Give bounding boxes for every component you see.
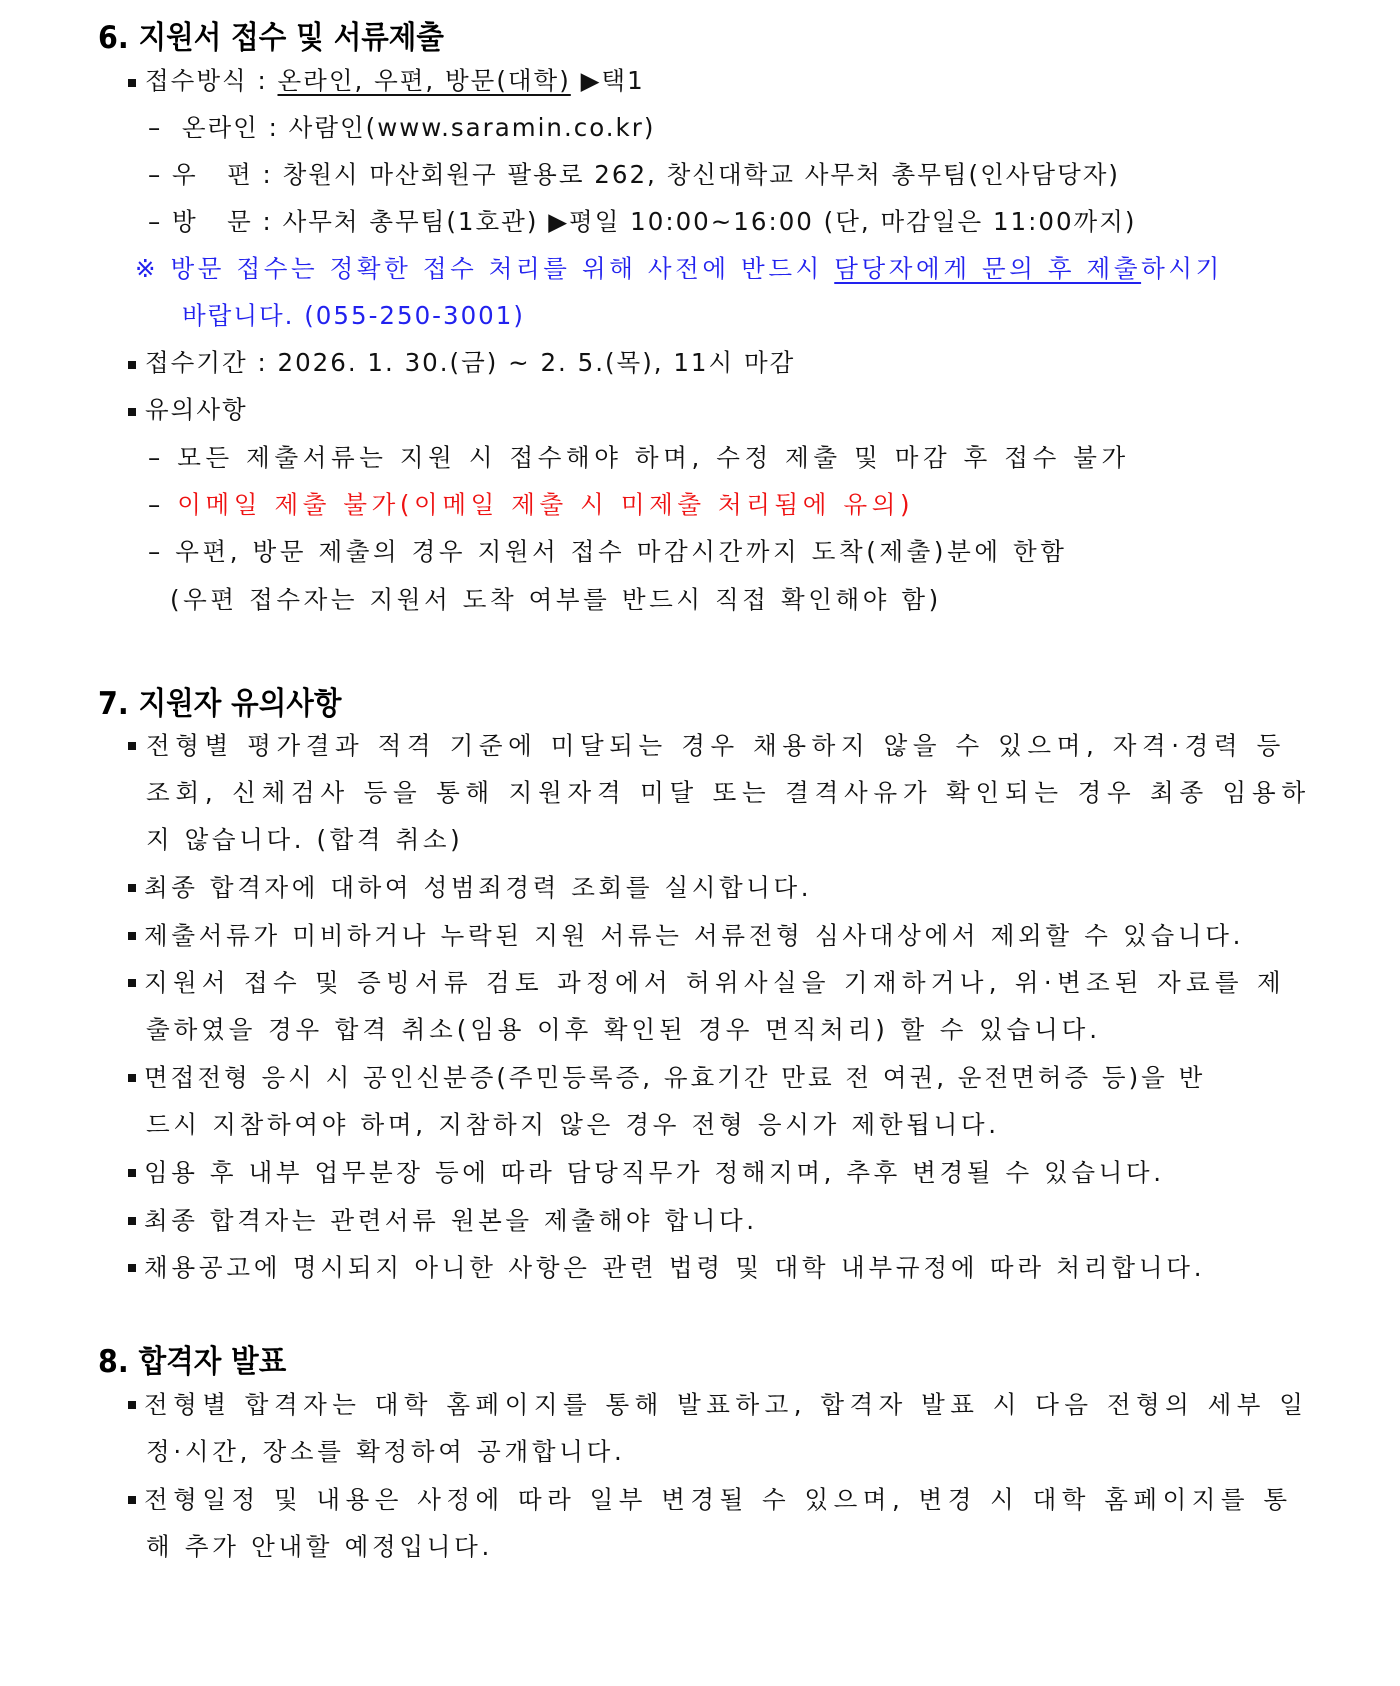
caution-text: 우편, 방문 제출의 경우 지원서 접수 마감시간까지 도착(제출)분에 한함 xyxy=(175,537,1068,566)
caution-item: – 우편, 방문 제출의 경우 지원서 접수 마감시간까지 도착(제출)분에 한함 xyxy=(148,537,1068,566)
notice-line: 지 않습니다. (합격 취소) xyxy=(146,825,464,854)
mail-value: 창원시 마산회원구 팔용로 262, 창신대학교 사무처 총무팀(인사담당자) xyxy=(282,160,1120,189)
visit-note xyxy=(135,254,1223,284)
notice-line: 제출서류가 미비하거나 누락된 지원 서류는 서류전형 심사대상에서 제외할 수 있습니다. xyxy=(144,921,1245,950)
notice-line: 임용 후 내부 업무분장 등에 따라 담당직무가 정해지며, 추후 변경될 수 있습니다. xyxy=(144,1158,1165,1187)
method-label: 접수방식 : xyxy=(145,66,278,95)
note-text-after: 하시기 xyxy=(1141,254,1223,283)
dash-icon: – xyxy=(148,113,163,142)
caution-text: 모든 제출서류는 지원 시 접수해야 하며, 수정 제출 및 마감 후 접수 불가 xyxy=(177,443,1130,472)
bullet-icon xyxy=(128,884,136,892)
period-label: 접수기간 : xyxy=(145,348,278,377)
notice-line: 최종 합격자에 대하여 성범죄경력 조회를 실시합니다. xyxy=(144,873,813,902)
note-text-before: 방문 접수는 정확한 접수 처리를 위해 사전에 반드시 xyxy=(170,254,835,283)
bullet-icon xyxy=(128,408,136,416)
notice-line: 전형일정 및 내용은 사정에 따라 일부 변경될 수 있으며, 변경 시 대학 홈페이지를 통 xyxy=(144,1485,1293,1514)
dash-icon: – xyxy=(148,207,163,236)
notice-line: 최종 합격자는 관련서류 원본을 제출해야 합니다. xyxy=(144,1206,758,1235)
bullet-icon xyxy=(128,1169,136,1177)
period-value: 2026. 1. 30.(금) ~ 2. 5.(목), 11시 마감 xyxy=(277,348,796,377)
method-suffix: ▶택1 xyxy=(570,66,645,95)
method-row xyxy=(145,66,645,96)
online-value: 사람인(www.saramin.co.kr) xyxy=(288,113,656,142)
bullet-icon xyxy=(128,979,136,987)
bullet-icon xyxy=(128,1496,136,1504)
bullet-icon xyxy=(128,79,136,87)
method-mail-row xyxy=(148,160,1120,190)
period-row xyxy=(145,348,795,378)
visit-label: 방 문 : xyxy=(172,207,283,236)
caution-item: – 모든 제출서류는 지원 시 접수해야 하며, 수정 제출 및 마감 후 접수 불가 xyxy=(148,443,1130,472)
section-7-heading: 7. 지원자 유의사항 xyxy=(98,686,342,722)
bullet-icon xyxy=(128,742,136,750)
dash-icon: – xyxy=(148,160,163,189)
cautions-label: 유의사항 xyxy=(145,395,248,424)
caution-item-red: – 이메일 제출 불가(이메일 제출 시 미제출 처리됨에 유의) xyxy=(148,490,915,519)
method-visit-row xyxy=(148,207,1136,237)
bullet-icon xyxy=(128,1217,136,1225)
notice-line: 지원서 접수 및 증빙서류 검토 과정에서 허위사실을 기재하거나, 위·변조된 자료를 제 xyxy=(144,968,1286,997)
section-6-heading: 6. 지원서 접수 및 서류제출 xyxy=(98,20,444,56)
online-label: 온라인 : xyxy=(181,113,289,142)
caution-continuation: (우편 접수자는 지원서 도착 여부를 반드시 직접 확인해야 함) xyxy=(170,585,942,614)
notice-line: 면접전형 응시 시 공인신분증(주민등록증, 유효기간 만료 전 여권, 운전면허증 등)을 반 xyxy=(144,1063,1206,1092)
notice-line: 드시 지참하여야 하며, 지참하지 않은 경우 전형 응시가 제한됩니다. xyxy=(146,1110,1000,1139)
notice-line: 전형별 합격자는 대학 홈페이지를 통해 발표하고, 합격자 발표 시 다음 전형의 세부 일 xyxy=(144,1390,1309,1419)
notice-line: 출하였을 경우 합격 취소(임용 이후 확인된 경우 면직처리) 할 수 있습니다. xyxy=(146,1015,1101,1044)
bullet-icon xyxy=(128,361,136,369)
note-text-underlined: 담당자에게 문의 후 제출 xyxy=(834,254,1142,283)
section-8-heading: 8. 합격자 발표 xyxy=(98,1344,287,1380)
mail-label: 우 편 : xyxy=(172,160,283,189)
notice-line: 전형별 평가결과 적격 기준에 미달되는 경우 채용하지 않을 수 있으며, 자격·경력 등 xyxy=(146,731,1286,760)
notice-line: 정·시간, 장소를 확정하여 공개합니다. xyxy=(146,1437,626,1466)
cautions-row xyxy=(145,395,248,425)
bullet-icon xyxy=(128,1264,136,1272)
visit-value: 사무처 총무팀(1호관) ▶평일 10:00~16:00 (단, 마감일은 11:00까지) xyxy=(282,207,1137,236)
bullet-icon xyxy=(128,932,136,940)
notice-line: 해 추가 안내할 예정입니다. xyxy=(146,1532,493,1561)
bullet-icon xyxy=(128,1074,136,1082)
note-mark-icon: ※ xyxy=(135,254,160,283)
method-value: 온라인, 우편, 방문(대학) xyxy=(277,66,571,95)
notice-line: 조회, 신체검사 등을 통해 지원자격 미달 또는 결격사유가 확인되는 경우 최종 임용하 xyxy=(146,778,1311,807)
note-line2: 바랍니다. (055-250-3001) xyxy=(182,301,525,330)
bullet-icon xyxy=(128,1401,136,1409)
method-online-row xyxy=(148,113,655,143)
notice-line: 채용공고에 명시되지 아니한 사항은 관련 법령 및 대학 내부규정에 따라 처리합니다. xyxy=(144,1253,1206,1282)
caution-text: 이메일 제출 불가(이메일 제출 시 미제출 처리됨에 유의) xyxy=(177,490,915,519)
